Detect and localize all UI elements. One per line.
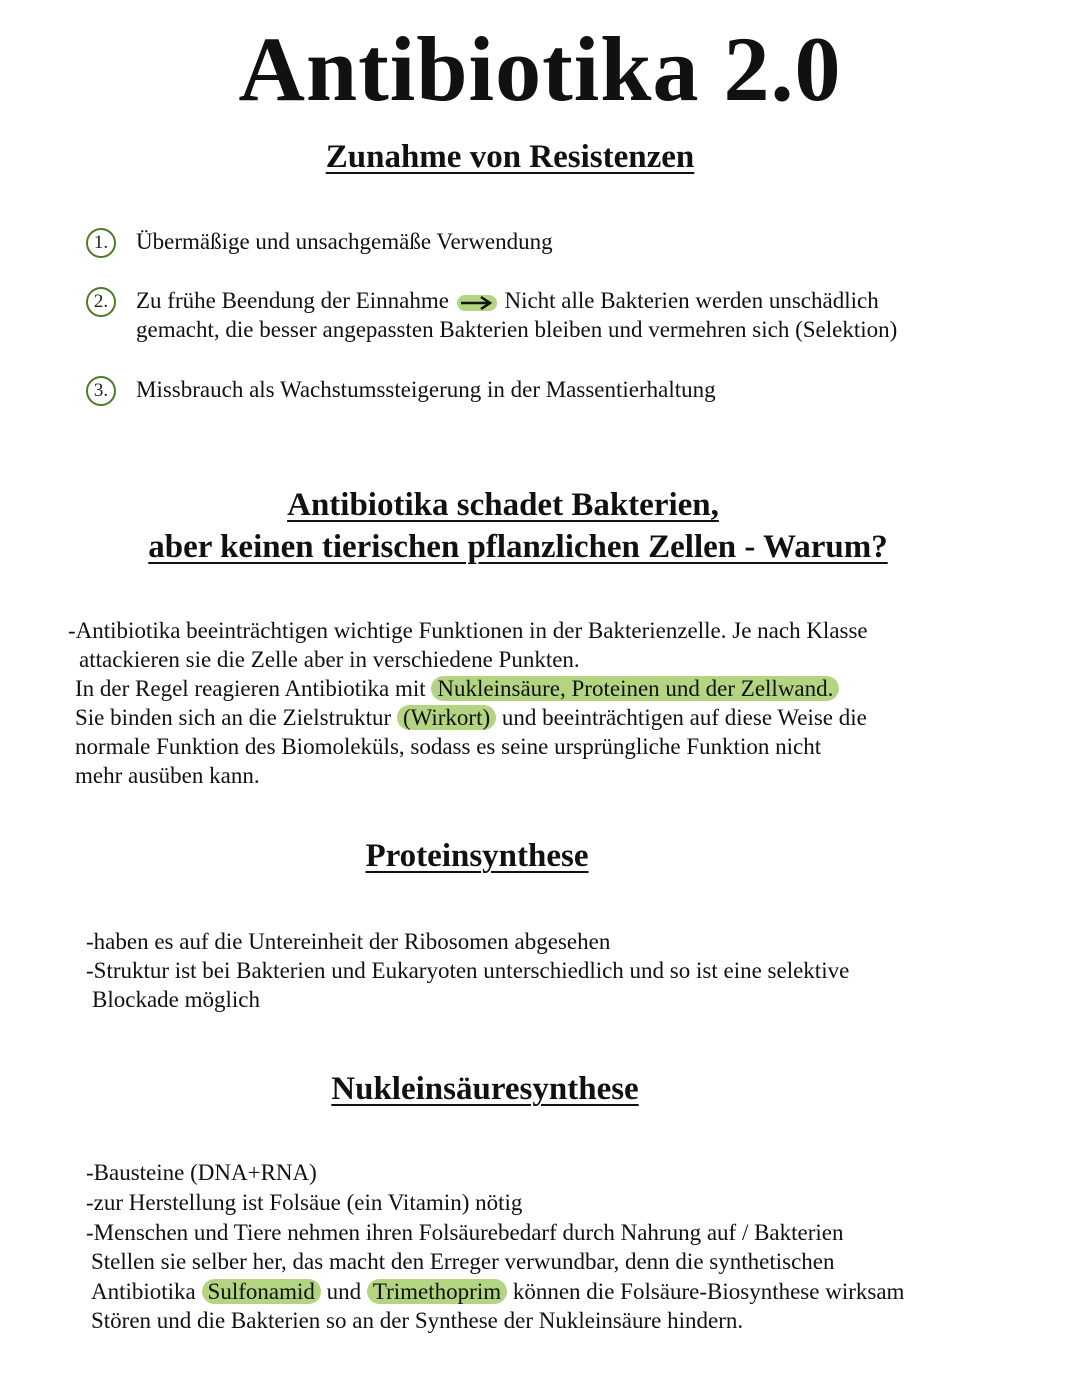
highlight-sulfonamid: Sulfonamid bbox=[202, 1279, 321, 1304]
nucleic-line3: -Menschen und Tiere nehmen ihren Folsäurebedarf durch Nahrung auf / Bakterien bbox=[86, 1220, 844, 1245]
highlight-wirkort: (Wirkort) bbox=[397, 705, 496, 730]
number-circle-2: 2. bbox=[86, 287, 116, 317]
resistance-item-3: Missbrauch als Wachstumssteigerung in der Massentierhaltung bbox=[136, 377, 716, 402]
number-circle-1: 1. bbox=[86, 228, 116, 258]
nucleic-line6: Stören und die Bakterien so an der Synthese der Nukleinsäure hindern. bbox=[91, 1308, 744, 1333]
why-paragraph-line1: -Antibiotika beeinträchtigen wichtige Funktionen in der Bakterienzelle. Je nach Klasse bbox=[68, 618, 868, 643]
protein-line1: -haben es auf die Untereinheit der Ribosomen abgesehen bbox=[86, 929, 611, 954]
nucleic-line4: Stellen sie selber her, das macht den Erreger verwundbar, denn die synthetischen bbox=[91, 1249, 835, 1274]
nucleic-line1: -Bausteine (DNA+RNA) bbox=[86, 1160, 317, 1185]
why-paragraph-line2: attackieren sie die Zelle aber in verschiedene Punkten. bbox=[79, 647, 580, 672]
highlight-targets: Nukleinsäure, Proteinen und der Zellwand. bbox=[431, 676, 839, 701]
heading-resistances: Zunahme von Resistenzen bbox=[325, 139, 695, 175]
number-circle-3: 3. bbox=[86, 376, 116, 406]
arrow-right-icon bbox=[457, 294, 497, 312]
resistance-item-1: Übermäßige und unsachgemäße Verwendung bbox=[136, 229, 553, 254]
why-paragraph-line5: normale Funktion des Biomoleküls, sodass es seine ursprüngliche Funktion nicht bbox=[75, 734, 822, 759]
resistance-item-2-line2: gemacht, die besser angepassten Bakterien bleiben und vermehren sich (Selektion) bbox=[136, 317, 898, 342]
nucleic-line2: -zur Herstellung ist Folsäue (ein Vitamin) nötig bbox=[86, 1190, 523, 1215]
nucleic-line5: Antibiotika Sulfonamid und Trimethoprim können die Folsäure-Biosynthese wirksam bbox=[91, 1279, 905, 1304]
why-paragraph-line4: Sie binden sich an die Zielstruktur (Wirkort) und beeinträchtigen auf diese Weise die bbox=[75, 705, 867, 730]
why-paragraph-line3: In der Regel reagieren Antibiotika mit Nukleinsäure, Proteinen und der Zellwand. bbox=[75, 674, 839, 703]
resistance-item-2-line1: Zu frühe Beendung der Einnahme Nicht alle Bakterien werden unschädlich bbox=[136, 288, 879, 313]
page-title: Antibiotika 2.0 bbox=[238, 18, 842, 120]
heading-proteinsynthese: Proteinsynthese bbox=[365, 838, 589, 874]
heading-nukleinsaeuresynthese: Nukleinsäuresynthese bbox=[331, 1071, 639, 1107]
heading-why-line1: Antibiotika schadet Bakterien, bbox=[287, 487, 719, 523]
why-paragraph-line6: mehr ausüben kann. bbox=[75, 763, 260, 788]
highlight-trimethoprim: Trimethoprim bbox=[367, 1279, 507, 1304]
protein-line3: Blockade möglich bbox=[92, 987, 260, 1012]
protein-line2: -Struktur ist bei Bakterien und Eukaryoten unterschiedlich und so ist eine selektive bbox=[86, 958, 850, 983]
heading-why-line2: aber keinen tierischen pflanzlichen Zellen - Warum? bbox=[148, 529, 888, 565]
